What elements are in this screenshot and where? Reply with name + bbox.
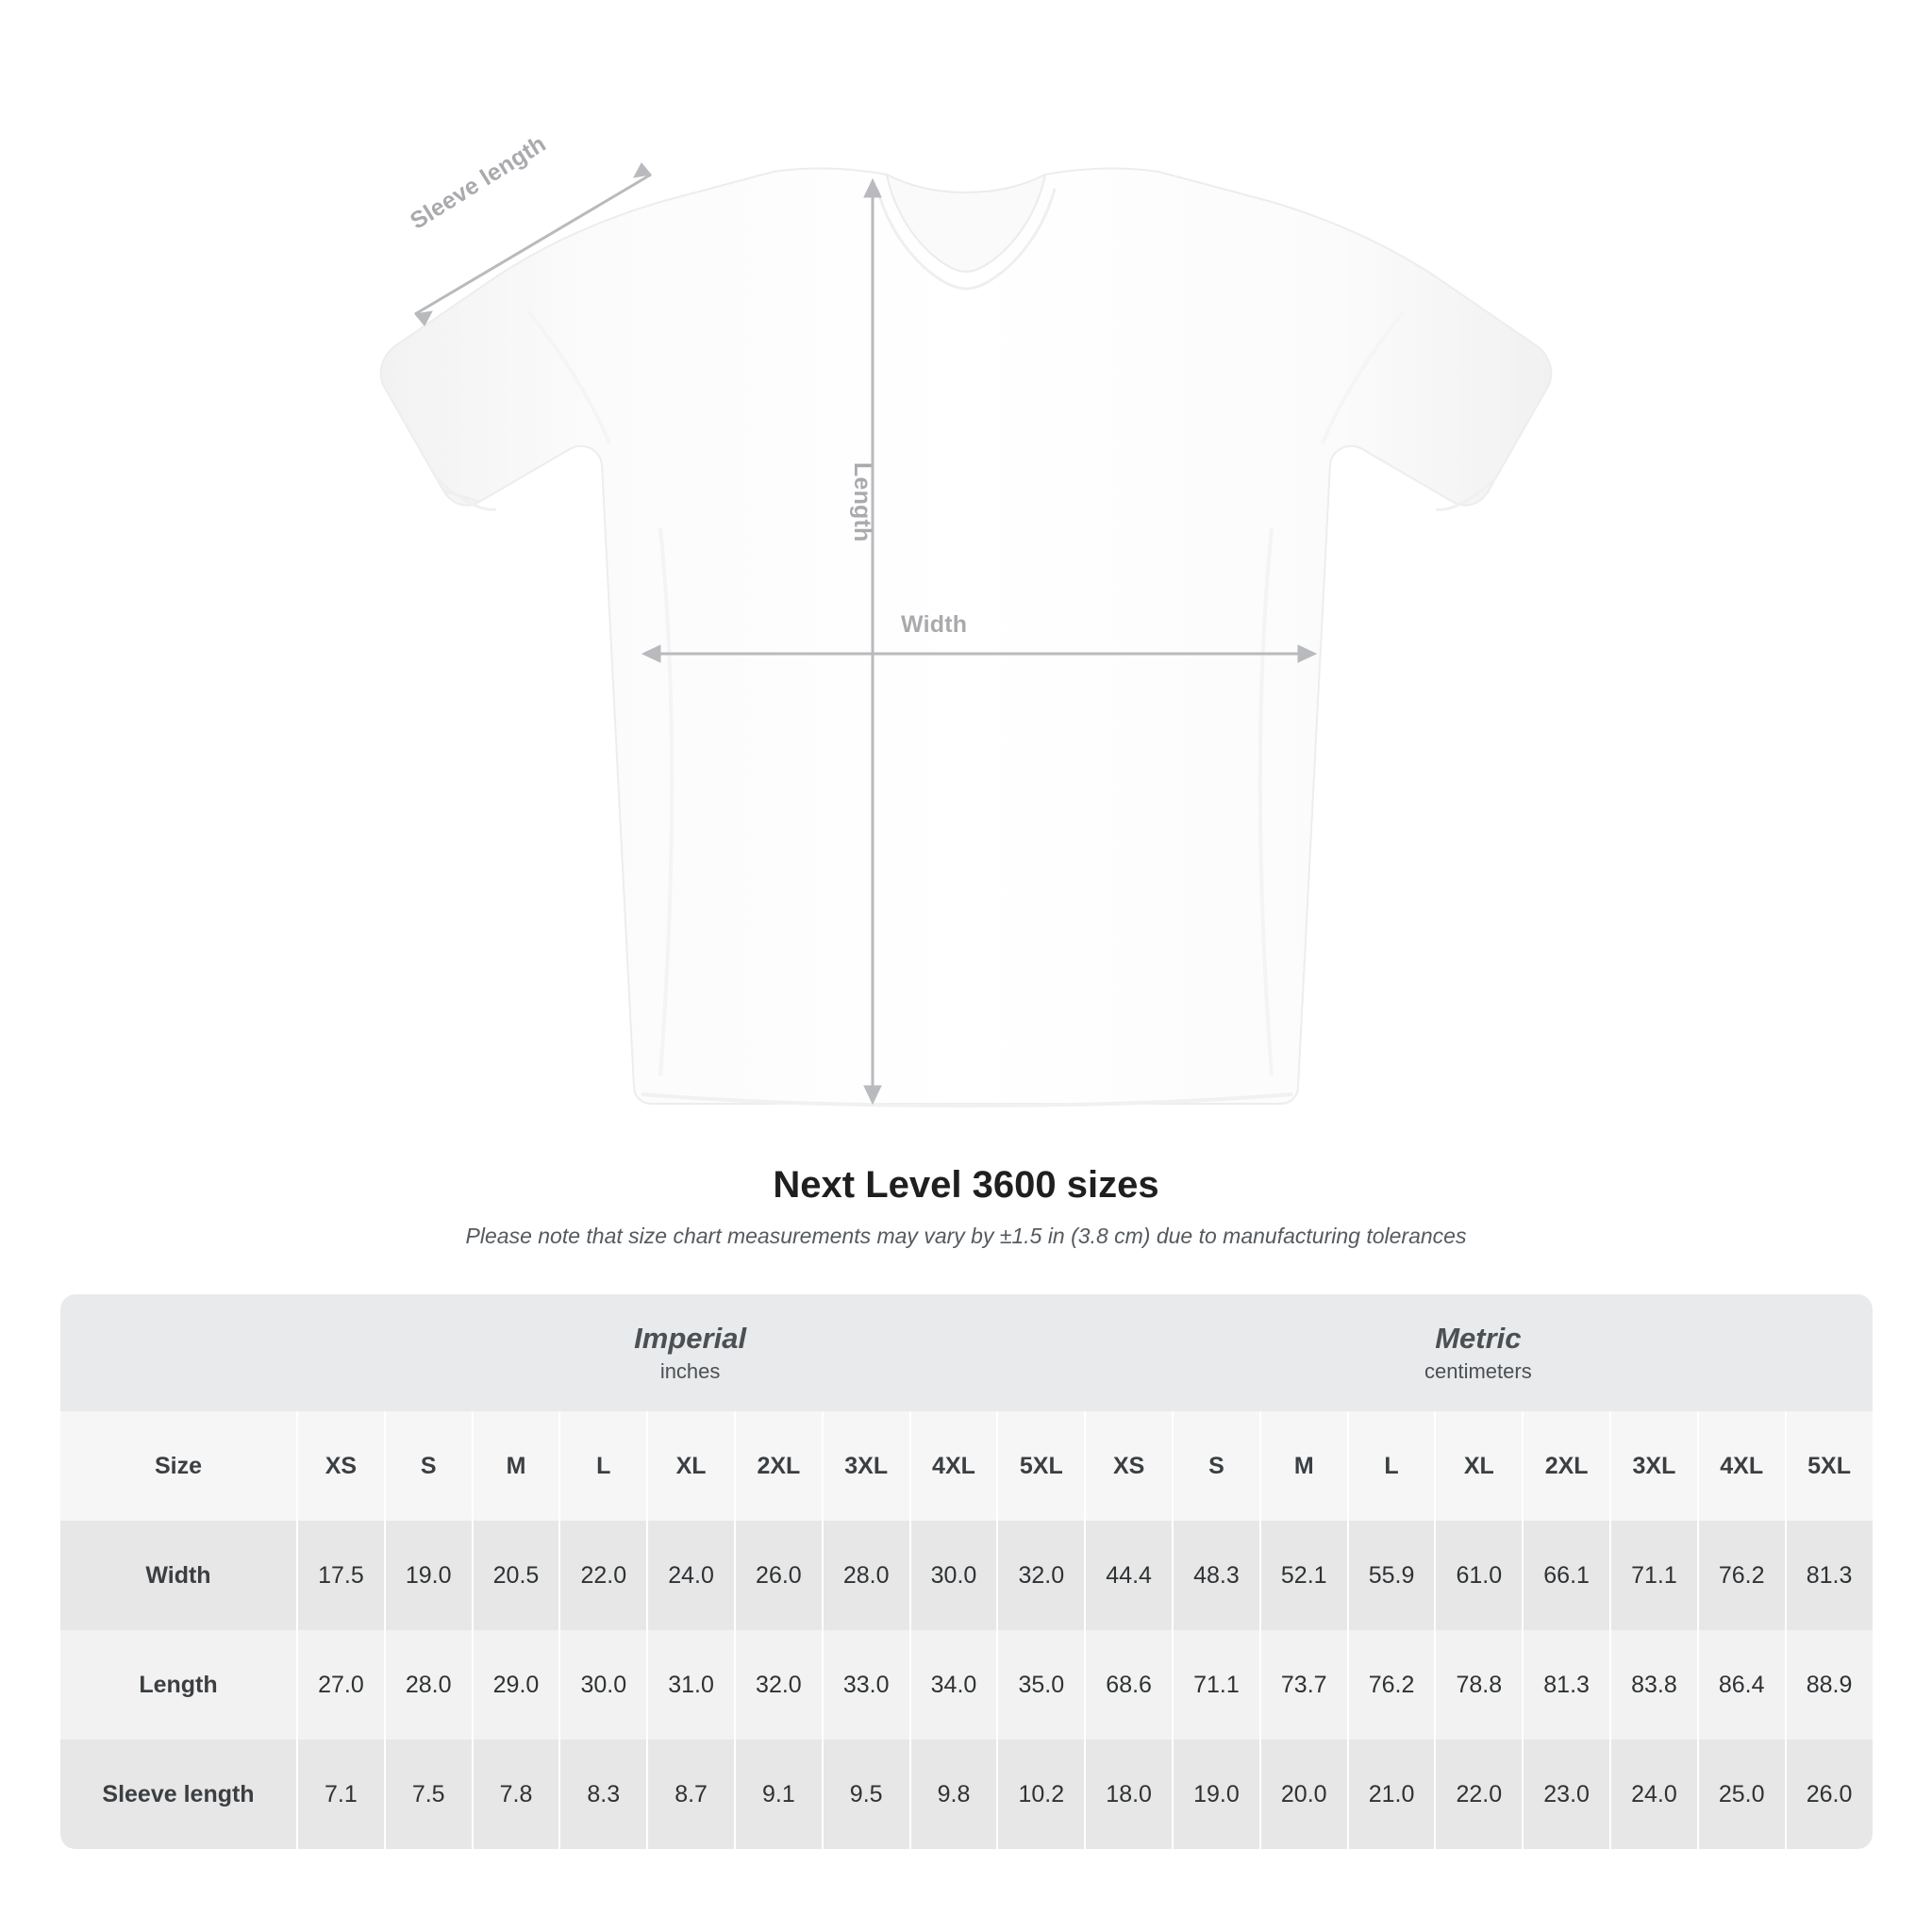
sleeve-imperial-5xl: 10.2 bbox=[996, 1740, 1084, 1849]
size-header-metric-m: M bbox=[1259, 1411, 1347, 1521]
length-metric-2xl: 81.3 bbox=[1522, 1630, 1609, 1740]
size-header-row bbox=[60, 1411, 1873, 1521]
length-imperial-s: 28.0 bbox=[384, 1630, 472, 1740]
size-header-imperial-l: L bbox=[558, 1411, 646, 1521]
row-label-width: Width bbox=[60, 1521, 296, 1630]
length-imperial-xl: 31.0 bbox=[646, 1630, 734, 1740]
size-header-metric-4xl: 4XL bbox=[1697, 1411, 1785, 1521]
sleeve-metric-s: 19.0 bbox=[1172, 1740, 1259, 1849]
sleeve-imperial-l: 8.3 bbox=[558, 1740, 646, 1849]
width-imperial-3xl: 28.0 bbox=[822, 1521, 909, 1630]
length-imperial-xs: 27.0 bbox=[296, 1630, 384, 1740]
width-metric-l: 55.9 bbox=[1347, 1521, 1435, 1630]
table-row-length bbox=[60, 1630, 1873, 1740]
size-table bbox=[60, 1294, 1873, 1849]
width-imperial-5xl: 32.0 bbox=[996, 1521, 1084, 1630]
unit-group-imperial-sub: inches bbox=[659, 1358, 721, 1383]
length-metric-l: 76.2 bbox=[1347, 1630, 1435, 1740]
unit-group-metric bbox=[1084, 1294, 1872, 1411]
sleeve-metric-l: 21.0 bbox=[1347, 1740, 1435, 1849]
row-label-sleeve-length: Sleeve length bbox=[60, 1740, 296, 1849]
length-imperial-2xl: 32.0 bbox=[734, 1630, 822, 1740]
width-metric-4xl: 76.2 bbox=[1697, 1521, 1785, 1630]
sleeve-imperial-3xl: 9.5 bbox=[822, 1740, 909, 1849]
width-imperial-2xl: 26.0 bbox=[734, 1521, 822, 1630]
sleeve-length-label: Sleeve length bbox=[406, 130, 551, 235]
width-metric-m: 52.1 bbox=[1259, 1521, 1347, 1630]
length-metric-m: 73.7 bbox=[1259, 1630, 1347, 1740]
sleeve-metric-2xl: 23.0 bbox=[1522, 1740, 1609, 1849]
unit-group-corner bbox=[60, 1294, 296, 1411]
length-imperial-3xl: 33.0 bbox=[822, 1630, 909, 1740]
size-header-imperial-m: M bbox=[472, 1411, 559, 1521]
width-imperial-s: 19.0 bbox=[384, 1521, 472, 1630]
width-imperial-4xl: 30.0 bbox=[909, 1521, 997, 1630]
sleeve-imperial-4xl: 9.8 bbox=[909, 1740, 997, 1849]
size-header-imperial-xs: XS bbox=[296, 1411, 384, 1521]
size-header-label: Size bbox=[60, 1411, 296, 1521]
table-row-sleeve-length bbox=[60, 1740, 1873, 1849]
sleeve-metric-xs: 18.0 bbox=[1084, 1740, 1172, 1849]
page-title: Next Level 3600 sizes bbox=[773, 1164, 1159, 1206]
unit-group-metric-name: Metric bbox=[1435, 1321, 1522, 1355]
length-metric-xl: 78.8 bbox=[1434, 1630, 1522, 1740]
sleeve-metric-4xl: 25.0 bbox=[1697, 1740, 1785, 1849]
tolerance-note: Please note that size chart measurements may vary by ±1.5 in (3.8 cm) due to manufacturing tolerances bbox=[465, 1224, 1467, 1248]
width-metric-s: 48.3 bbox=[1172, 1521, 1259, 1630]
width-imperial-l: 22.0 bbox=[558, 1521, 646, 1630]
size-header-imperial-4xl: 4XL bbox=[909, 1411, 997, 1521]
length-metric-s: 71.1 bbox=[1172, 1630, 1259, 1740]
length-metric-xs: 68.6 bbox=[1084, 1630, 1172, 1740]
size-header-imperial-2xl: 2XL bbox=[734, 1411, 822, 1521]
sleeve-metric-m: 20.0 bbox=[1259, 1740, 1347, 1849]
width-imperial-xl: 24.0 bbox=[646, 1521, 734, 1630]
length-metric-3xl: 83.8 bbox=[1609, 1630, 1697, 1740]
length-imperial-m: 29.0 bbox=[472, 1630, 559, 1740]
size-header-metric-l: L bbox=[1347, 1411, 1435, 1521]
width-metric-5xl: 81.3 bbox=[1785, 1521, 1873, 1630]
size-header-metric-s: S bbox=[1172, 1411, 1259, 1521]
length-imperial-l: 30.0 bbox=[558, 1630, 646, 1740]
width-metric-2xl: 66.1 bbox=[1522, 1521, 1609, 1630]
width-imperial-m: 20.5 bbox=[472, 1521, 559, 1630]
sleeve-imperial-2xl: 9.1 bbox=[734, 1740, 822, 1849]
size-header-metric-3xl: 3XL bbox=[1609, 1411, 1697, 1521]
width-metric-xl: 61.0 bbox=[1434, 1521, 1522, 1630]
unit-group-imperial bbox=[296, 1294, 1084, 1411]
length-imperial-4xl: 34.0 bbox=[909, 1630, 997, 1740]
length-metric-5xl: 88.9 bbox=[1785, 1630, 1873, 1740]
size-header-imperial-s: S bbox=[384, 1411, 472, 1521]
width-metric-3xl: 71.1 bbox=[1609, 1521, 1697, 1630]
sleeve-metric-xl: 22.0 bbox=[1434, 1740, 1522, 1849]
width-metric-xs: 44.4 bbox=[1084, 1521, 1172, 1630]
size-header-metric-xs: XS bbox=[1084, 1411, 1172, 1521]
size-table-wrapper bbox=[60, 1294, 1872, 1849]
sleeve-metric-3xl: 24.0 bbox=[1609, 1740, 1697, 1849]
unit-group-metric-sub: centimeters bbox=[1424, 1358, 1532, 1383]
unit-group-row bbox=[60, 1294, 1873, 1411]
length-metric-4xl: 86.4 bbox=[1697, 1630, 1785, 1740]
sleeve-imperial-m: 7.8 bbox=[472, 1740, 559, 1849]
size-header-imperial-5xl: 5XL bbox=[996, 1411, 1084, 1521]
sleeve-imperial-xl: 8.7 bbox=[646, 1740, 734, 1849]
table-row-width bbox=[60, 1521, 1873, 1630]
size-header-imperial-3xl: 3XL bbox=[822, 1411, 909, 1521]
size-header-imperial-xl: XL bbox=[646, 1411, 734, 1521]
length-imperial-5xl: 35.0 bbox=[996, 1630, 1084, 1740]
size-header-metric-xl: XL bbox=[1434, 1411, 1522, 1521]
unit-group-imperial-name: Imperial bbox=[634, 1321, 747, 1355]
row-label-length: Length bbox=[60, 1630, 296, 1740]
width-label: Width bbox=[901, 611, 968, 638]
size-header-metric-5xl: 5XL bbox=[1785, 1411, 1873, 1521]
title-block bbox=[0, 1164, 1932, 1249]
sleeve-metric-5xl: 26.0 bbox=[1785, 1740, 1873, 1849]
width-imperial-xs: 17.5 bbox=[296, 1521, 384, 1630]
length-label: Length bbox=[849, 462, 875, 542]
sleeve-imperial-s: 7.5 bbox=[384, 1740, 472, 1849]
sleeve-imperial-xs: 7.1 bbox=[296, 1740, 384, 1849]
size-header-metric-2xl: 2XL bbox=[1522, 1411, 1609, 1521]
